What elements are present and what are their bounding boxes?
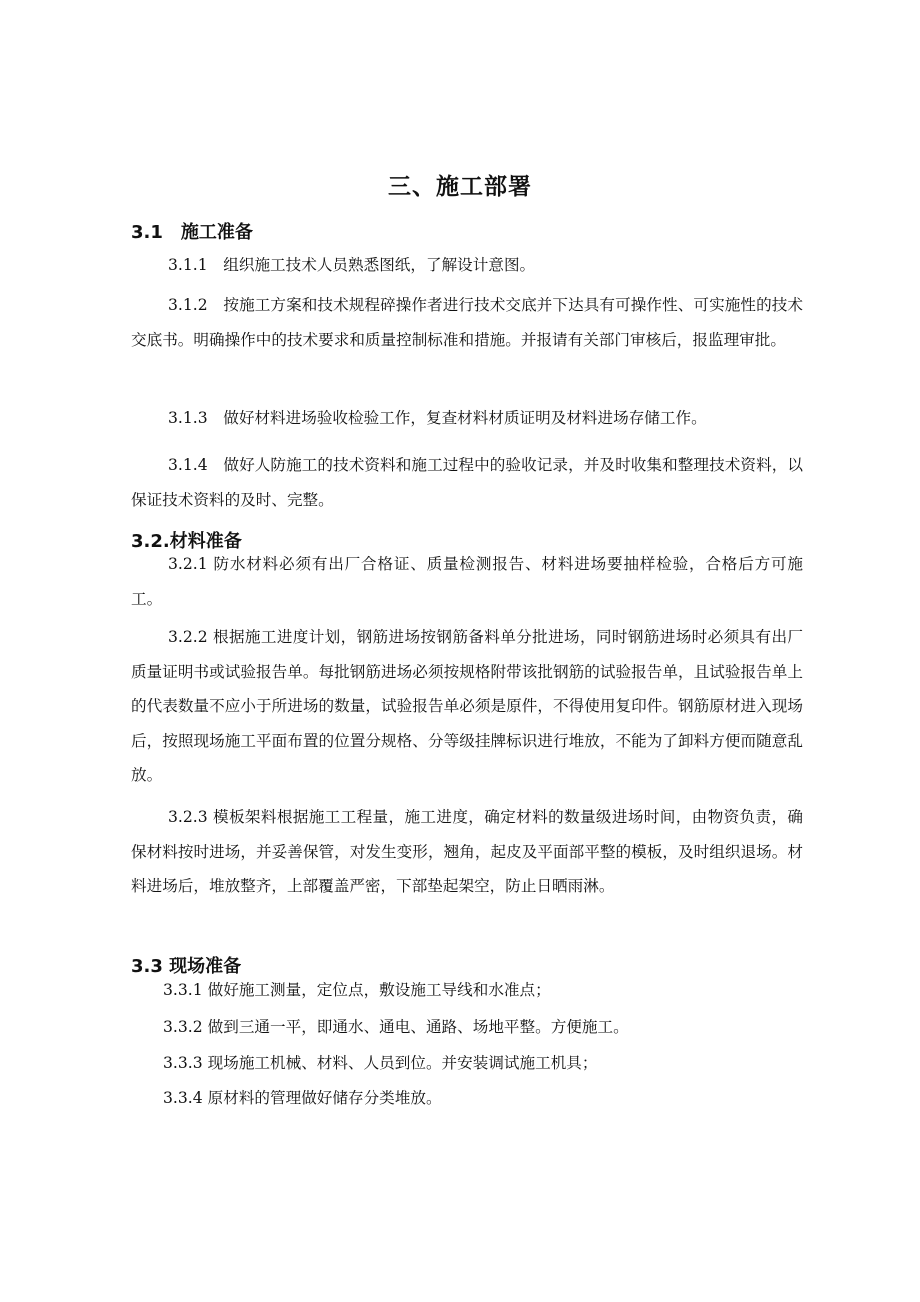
paragraph-3-3-1: 3.3.1 做好施工测量，定位点，敷设施工导线和水准点； [163,981,551,999]
paragraph-3-3-2: 3.3.2 做到三通一平，即通水、通电、通路、场地平整。方便施工。 [163,1018,629,1036]
section-heading-3-1: 3.1 施工准备 [131,222,253,243]
paragraph-3-2-2: 3.2.2 根据施工进度计划，钢筋进场按钢筋备料单分批进场，同时钢筋进场时必须具有出厂质量证明书或试验报告单。每批钢筋进场必须按规格附带该批钢筋的试验报告单，且试验报告单上的代表数量不应小于所进场的数量，试验报告单必须是原件，不得使用复印件。钢筋原材进入现场后，按照现场施工平面布置的位置分规格、分等级挂牌标识进行堆放，不能为了卸料方便而随意乱放。 [131,628,803,784]
paragraph-3-1-1: 3.1.1 组织施工技术人员熟悉图纸，了解设计意图。 [168,256,536,274]
paragraph-3-1-3: 3.1.3 做好材料进场验收检验工作，复查材料材质证明及材料进场存储工作。 [168,409,707,427]
paragraph-3-2-3: 3.2.3 模板架料根据施工工程量，施工进度，确定材料的数量级进场时间，由物资负责，确保材料按时进场，并妥善保管，对发生变形，翘角，起皮及平面部平整的模板，及时组织退场。材料进场后，堆放整齐，上部覆盖严密，下部垫起架空，防止日晒雨淋。 [131,808,803,895]
paragraph-3-1-4: 3.1.4 做好人防施工的技术资料和施工过程中的验收记录，并及时收集和整理技术资料，以保证技术资料的及时、完整。 [131,456,803,509]
section-heading-3-2: 3.2.材料准备 [131,531,242,552]
paragraph-3-3-3: 3.3.3 现场施工机械、材料、人员到位。并安装调试施工机具； [163,1054,598,1072]
paragraph-3-3-4: 3.3.4 原材料的管理做好储存分类堆放。 [163,1089,442,1107]
paragraph-3-1-2: 3.1.2 按施工方案和技术规程碎操作者进行技术交底并下达具有可操作性、可实施性的技术交底书。明确操作中的技术要求和质量控制标准和措施。并报请有关部门审核后，报监理审批。 [131,296,803,349]
page-title: 三、施工部署 [388,174,532,200]
paragraph-3-2-1: 3.2.1 防水材料必须有出厂合格证、质量检测报告、材料进场要抽样检验，合格后方可施工。 [131,555,803,608]
section-heading-3-3: 3.3 现场准备 [131,956,242,977]
